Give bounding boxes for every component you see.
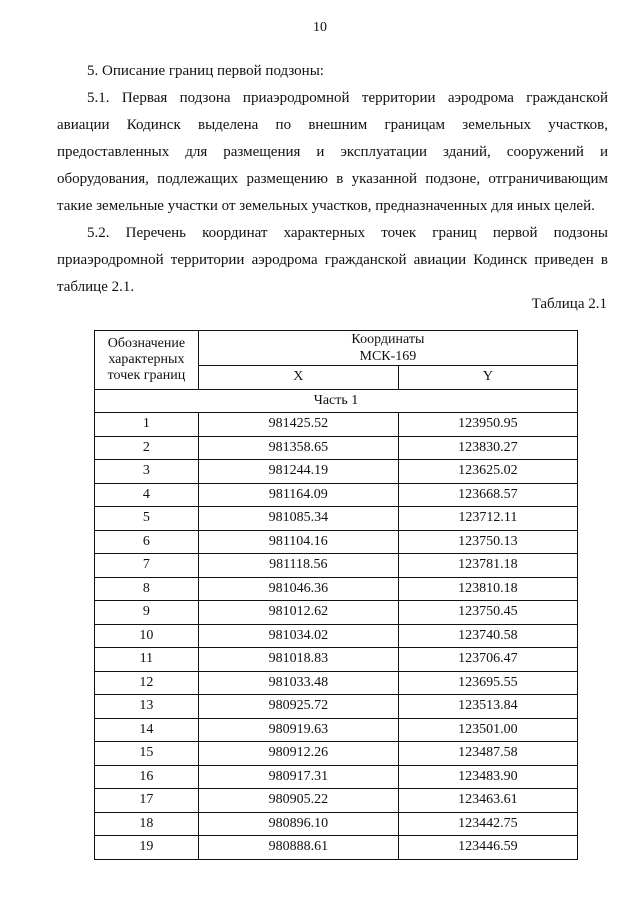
y-coordinate-cell: 123625.02: [398, 460, 577, 484]
table-row: [95, 554, 578, 578]
x-coordinate-cell: 980925.72: [198, 695, 398, 719]
x-coordinate-cell: 981358.65: [198, 436, 398, 460]
header-coordinate-system: МСК-169: [359, 349, 417, 364]
y-coordinate-cell: 123463.61: [398, 789, 577, 813]
table-row: [95, 836, 578, 860]
point-number-cell: 9: [95, 601, 199, 625]
point-number-cell: 11: [95, 648, 199, 672]
y-coordinate-cell: 123487.58: [398, 742, 577, 766]
header-coordinates: [198, 331, 577, 366]
y-coordinate-cell: 123483.90: [398, 765, 577, 789]
x-coordinate-cell: 981018.83: [198, 648, 398, 672]
x-coordinate-cell: 980896.10: [198, 812, 398, 836]
section-title: 5. Описание границ первой подзоны:: [87, 63, 324, 79]
y-coordinate-cell: 123712.11: [398, 507, 577, 531]
point-number-cell: 13: [95, 695, 199, 719]
table-row: [95, 671, 578, 695]
table-row: [95, 507, 578, 531]
header-point-label: Обозначение характерных точек границ: [95, 331, 199, 390]
x-coordinate-cell: 980912.26: [198, 742, 398, 766]
x-coordinate-cell: 980905.22: [198, 789, 398, 813]
y-coordinate-cell: 123781.18: [398, 554, 577, 578]
x-coordinate-cell: 980917.31: [198, 765, 398, 789]
table-row: [95, 648, 578, 672]
x-coordinate-cell: 981118.56: [198, 554, 398, 578]
point-number-cell: 10: [95, 624, 199, 648]
point-number-cell: 18: [95, 812, 199, 836]
table-row: [95, 530, 578, 554]
x-coordinate-cell: 981104.16: [198, 530, 398, 554]
point-number-cell: 7: [95, 554, 199, 578]
y-coordinate-cell: 123446.59: [398, 836, 577, 860]
y-coordinate-cell: 123750.13: [398, 530, 577, 554]
y-coordinate-cell: 123695.55: [398, 671, 577, 695]
table-row: [95, 624, 578, 648]
x-coordinate-cell: 980888.61: [198, 836, 398, 860]
table-row: [95, 765, 578, 789]
table-row: [95, 789, 578, 813]
table-row: [95, 577, 578, 601]
point-number-cell: 16: [95, 765, 199, 789]
y-coordinate-cell: 123740.58: [398, 624, 577, 648]
point-number-cell: 12: [95, 671, 199, 695]
x-coordinate-cell: 980919.63: [198, 718, 398, 742]
table-row: [95, 742, 578, 766]
point-number-cell: 5: [95, 507, 199, 531]
point-number-cell: 19: [95, 836, 199, 860]
x-coordinate-cell: 981244.19: [198, 460, 398, 484]
table-row: [95, 436, 578, 460]
header-y: Y: [398, 366, 577, 390]
y-coordinate-cell: 123750.45: [398, 601, 577, 625]
x-coordinate-cell: 981033.48: [198, 671, 398, 695]
x-coordinate-cell: 981425.52: [198, 413, 398, 437]
y-coordinate-cell: 123950.95: [398, 413, 577, 437]
point-number-cell: 3: [95, 460, 199, 484]
part-label: Часть 1: [95, 389, 578, 413]
x-coordinate-cell: 981085.34: [198, 507, 398, 531]
table-header-row: [95, 331, 578, 366]
document-body: [57, 58, 608, 301]
table-row: [95, 483, 578, 507]
y-coordinate-cell: 123501.00: [398, 718, 577, 742]
x-coordinate-cell: 981164.09: [198, 483, 398, 507]
table-row: [95, 718, 578, 742]
header-coordinates-title: Координаты: [351, 332, 425, 347]
x-coordinate-cell: 981012.62: [198, 601, 398, 625]
point-number-cell: 8: [95, 577, 199, 601]
page-number: 10: [313, 20, 327, 35]
table-row: [95, 812, 578, 836]
point-number-cell: 2: [95, 436, 199, 460]
header-x: X: [198, 366, 398, 390]
paragraph-5-1: 5.1. Первая подзона приаэродромной территории аэродрома гражданской авиации Кодинск выделена по внешним границам земельных участков, предоставленных для размещения и эксплуатации зданий, сооружений и оборудования, подлежащих размещению в указанной подзоне, отграничивающим такие земельные участки от земельных участков, предназначенных для иных целей.: [57, 90, 608, 214]
y-coordinate-cell: 123442.75: [398, 812, 577, 836]
y-coordinate-cell: 123513.84: [398, 695, 577, 719]
x-coordinate-cell: 981046.36: [198, 577, 398, 601]
table-caption: Таблица 2.1: [531, 296, 607, 312]
y-coordinate-cell: 123668.57: [398, 483, 577, 507]
table-row: [95, 460, 578, 484]
paragraph-5-2: 5.2. Перечень координат характерных точек границ первой подзоны приаэродромной территории аэродрома гражданской авиации Кодинск приведен в таблице 2.1.: [57, 225, 608, 295]
x-coordinate-cell: 981034.02: [198, 624, 398, 648]
point-number-cell: 14: [95, 718, 199, 742]
y-coordinate-cell: 123830.27: [398, 436, 577, 460]
y-coordinate-cell: 123706.47: [398, 648, 577, 672]
table-row: [95, 695, 578, 719]
table-row: [95, 601, 578, 625]
part-row: [95, 389, 578, 413]
point-number-cell: 17: [95, 789, 199, 813]
point-number-cell: 4: [95, 483, 199, 507]
table-row: [95, 413, 578, 437]
point-number-cell: 15: [95, 742, 199, 766]
y-coordinate-cell: 123810.18: [398, 577, 577, 601]
point-number-cell: 6: [95, 530, 199, 554]
point-number-cell: 1: [95, 413, 199, 437]
coordinates-table: [94, 330, 578, 860]
